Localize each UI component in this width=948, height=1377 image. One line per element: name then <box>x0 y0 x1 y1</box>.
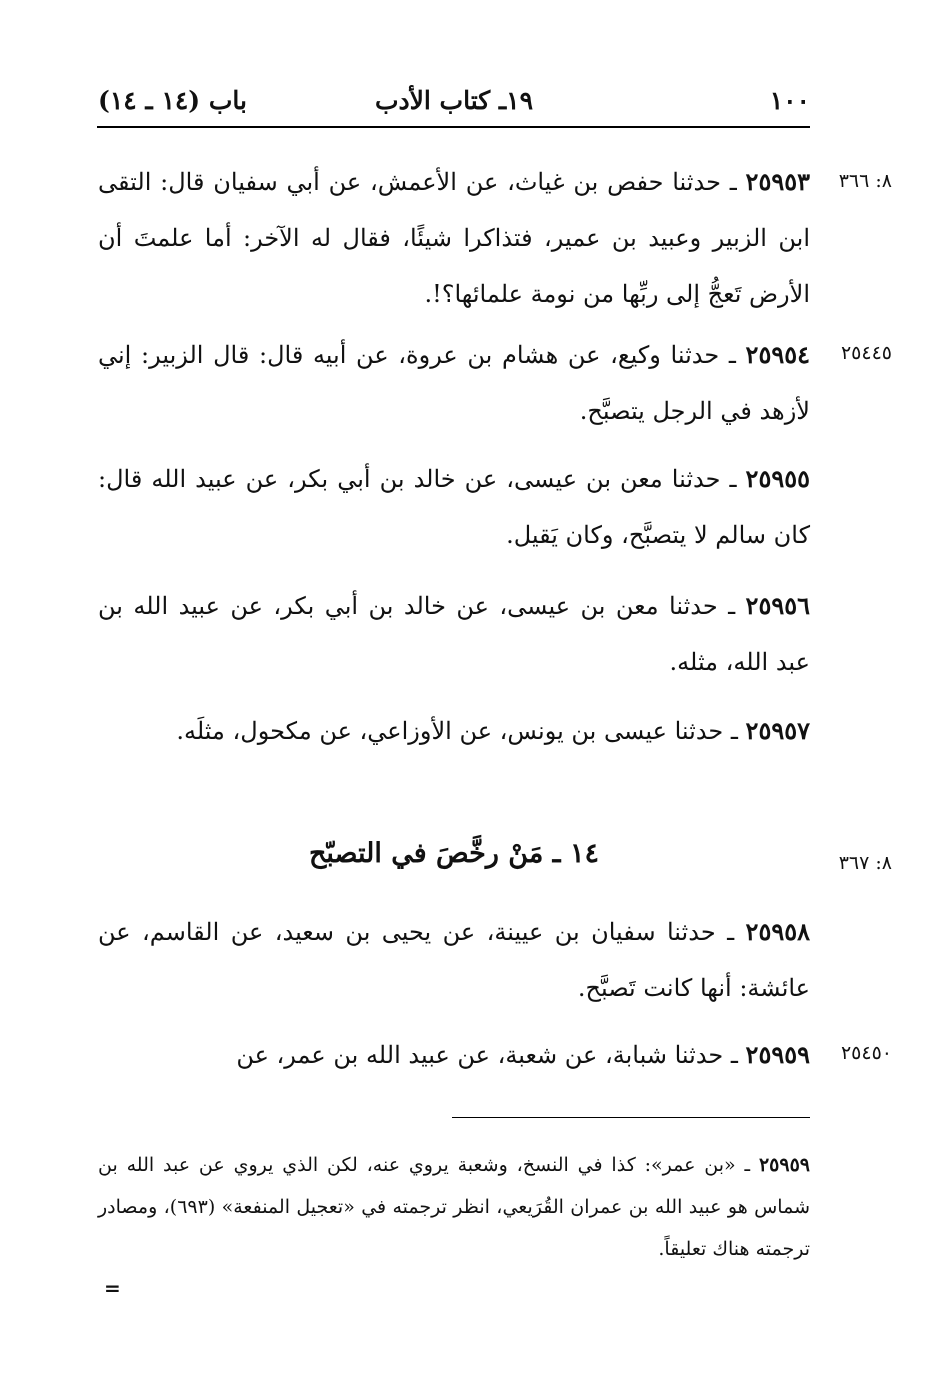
continuation-mark: = <box>104 1276 121 1300</box>
hadith-text: ـ حدثنا عيسى بن يونس، عن الأوزاعي، عن مكحول، مثلَه. <box>176 717 746 745</box>
header-rule <box>97 126 810 128</box>
hadith-paragraph <box>98 904 810 1016</box>
margin-ref-volume-page: ٨: ٣٦٦ <box>838 170 892 192</box>
hadith-paragraph <box>98 451 810 563</box>
chapter-range: باب (١٤ ـ ١٤) <box>98 86 247 115</box>
margin-ref-number: ٢٥٤٥٠ <box>840 1042 892 1064</box>
hadith-number: ٢٥٩٥٧ <box>745 716 810 745</box>
hadith-number: ٢٥٩٥٤ <box>745 340 810 369</box>
hadith-number: ٢٥٩٥٦ <box>745 591 810 620</box>
hadith-text: ـ حدثنا سفيان بن عيينة، عن يحيى بن سعيد، عن القاسم، عن عائشة: أنها كانت تَصبَّح. <box>98 918 810 1002</box>
footnote-text: ـ «بن عمر»: كذا في النسخ، وشعبة يروي عنه، لكن الذي يروي عن عبد الله بن شماس هو عبيد الله بن عمران القُرَيعي، انظر ترجمته في «تعجيل المنفعة» (٦٩٣)، ومصادر ترجمته هناك تعليقاً. <box>98 1154 810 1260</box>
hadith-number: ٢٥٩٥٣ <box>745 167 810 196</box>
hadith-text: ـ حدثنا وكيع، عن هشام بن عروة، عن أبيه قال: قال الزبير: إني لأزهد في الرجل يتصبَّح. <box>98 341 810 425</box>
hadith-paragraph <box>98 154 810 322</box>
margin-ref-volume-page: ٨: ٣٦٧ <box>838 852 892 874</box>
running-header <box>98 84 810 124</box>
footnote <box>98 1144 810 1270</box>
section-heading: ١٤ ـ مَنْ رخَّصَ في التصبّح <box>308 838 600 869</box>
hadith-paragraph <box>98 578 810 690</box>
hadith-number: ٢٥٩٥٩ <box>745 1040 810 1069</box>
hadith-text: ـ حدثنا معن بن عيسى، عن خالد بن أبي بكر، عن عبيد الله قال: كان سالم لا يتصبَّح، وكان يَقيل. <box>98 465 810 549</box>
hadith-text: ـ حدثنا حفص بن غياث، عن الأعمش، عن أبي سفيان قال: التقى ابن الزبير وعبيد بن عمير، فتذاكرا شيئًا، فقال له الآخر: أما علمتَ أن الأرض تَعجُّ إلى ربِّها من نومة علمائها؟!. <box>98 168 810 308</box>
page-number: ١٠٠ <box>769 86 810 115</box>
footnote-rule <box>452 1117 810 1118</box>
footnote-number: ٢٥٩٥٩ <box>758 1154 810 1176</box>
hadith-paragraph <box>98 703 810 759</box>
hadith-paragraph <box>98 1027 810 1083</box>
hadith-number: ٢٥٩٥٥ <box>745 464 810 493</box>
book-title: ١٩ـ كتاب الأدب <box>374 86 534 115</box>
hadith-number: ٢٥٩٥٨ <box>745 917 810 946</box>
hadith-text: ـ حدثنا معن بن عيسى، عن خالد بن أبي بكر، عن عبيد الله بن عبد الله، مثله. <box>98 592 810 676</box>
margin-ref-number: ٢٥٤٤٥ <box>840 342 892 364</box>
hadith-text: ـ حدثنا شبابة، عن شعبة، عن عبيد الله بن عمر، عن <box>236 1041 746 1069</box>
hadith-paragraph <box>98 327 810 439</box>
